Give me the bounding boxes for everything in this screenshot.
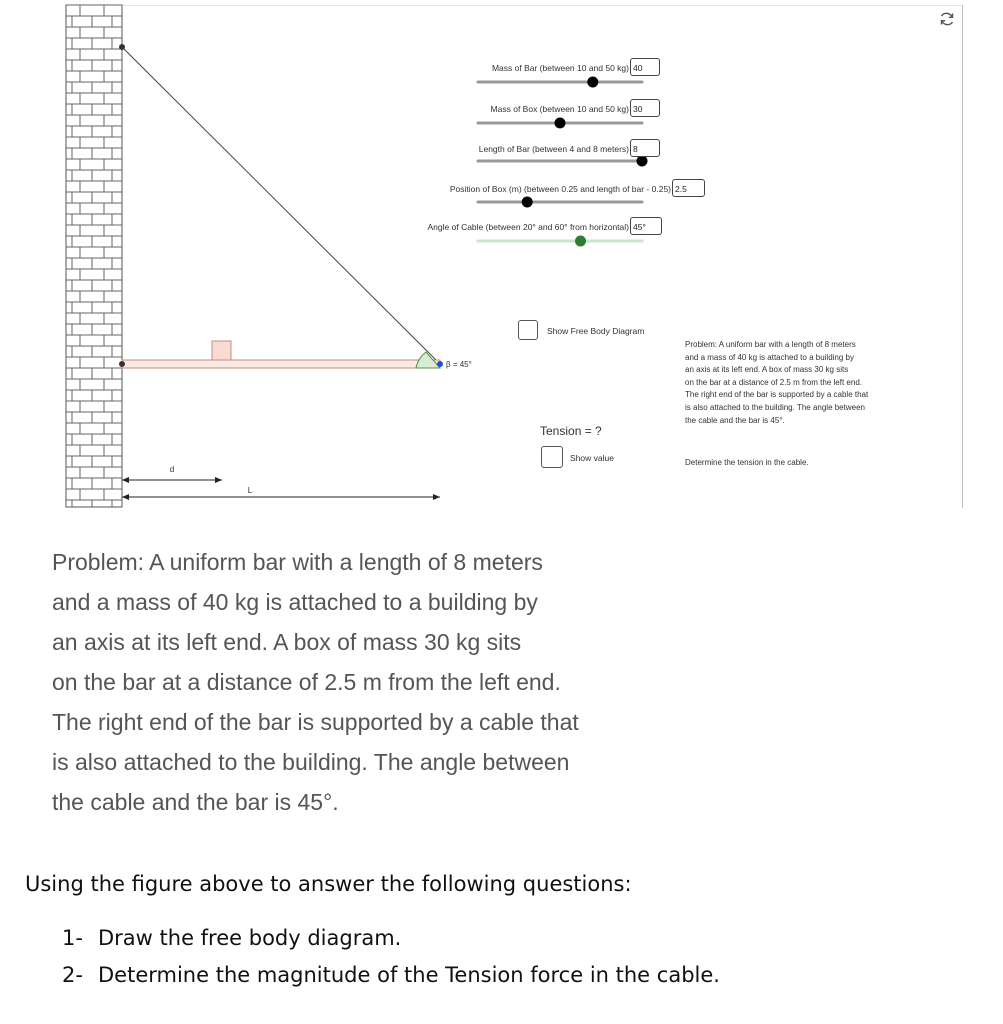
show-value-checkbox[interactable] bbox=[541, 446, 563, 468]
cable-angle-input[interactable]: 45° bbox=[630, 217, 662, 235]
tension-readout: Tension = ? bbox=[540, 424, 602, 438]
slider-knob[interactable] bbox=[637, 156, 648, 167]
problem-line: and a mass of 40 kg is attached to a building by bbox=[52, 589, 538, 615]
question-number: 1- bbox=[62, 926, 83, 950]
brick-wall bbox=[66, 5, 122, 507]
question-number: 2- bbox=[62, 963, 83, 987]
applet-problem-line: The right end of the bar is supported by a cable that bbox=[685, 390, 869, 400]
question-item bbox=[62, 963, 720, 1000]
problem-line: an axis at its left end. A box of mass 30 kg sits bbox=[52, 629, 522, 655]
length-L-label: L bbox=[247, 486, 253, 495]
uniform-bar bbox=[122, 360, 440, 368]
question-list bbox=[62, 926, 720, 1000]
show-value-label: Show value bbox=[570, 453, 614, 463]
applet-problem-line: Problem: A uniform bar with a length of 8 meters bbox=[685, 340, 856, 349]
question-text: Determine the magnitude of the Tension force in the cable. bbox=[98, 963, 720, 987]
refresh-icon[interactable] bbox=[938, 10, 956, 28]
applet-problem-line: is also attached to the building. The angle between bbox=[685, 402, 865, 412]
cable-anchor-point bbox=[119, 44, 125, 50]
problem-line: Problem: A uniform bar with a length of 8 meters bbox=[52, 549, 543, 575]
question-item bbox=[62, 926, 720, 963]
physics-applet bbox=[0, 0, 1003, 508]
mass-bar-input[interactable]: 40 bbox=[630, 58, 660, 76]
applet-problem-line: on the bar at a distance of 2.5 m from the left end. bbox=[685, 377, 862, 387]
question-text: Draw the free body diagram. bbox=[98, 926, 402, 950]
scene-canvas bbox=[0, 0, 1003, 508]
bar-length-input[interactable]: 8 bbox=[630, 139, 660, 157]
box-on-bar[interactable] bbox=[212, 341, 231, 360]
mass-box-label: Mass of Box (between 10 and 50 kg) bbox=[490, 104, 629, 114]
bar-length-label: Length of Bar (between 4 and 8 meters) bbox=[478, 144, 629, 154]
box-position-label: Position of Box (m) (between 0.25 and length of bar - 0.25) bbox=[449, 184, 671, 194]
box-position-input[interactable]: 2.5 bbox=[672, 179, 705, 197]
show-fbd-checkbox[interactable] bbox=[518, 320, 538, 340]
mass-box-input[interactable]: 30 bbox=[630, 99, 660, 117]
applet-problem-text bbox=[685, 339, 920, 427]
wall-outline bbox=[66, 5, 122, 507]
slider-knob[interactable] bbox=[555, 118, 566, 129]
applet-determine-text: Determine the tension in the cable. bbox=[685, 458, 809, 467]
slider-knob[interactable] bbox=[587, 77, 598, 88]
problem-line: the cable and the bar is 45°. bbox=[52, 789, 339, 815]
show-fbd-label: Show Free Body Diagram bbox=[547, 326, 645, 336]
mass-bar-label: Mass of Bar (between 10 and 50 kg) bbox=[491, 63, 629, 73]
slider-knob[interactable] bbox=[575, 236, 586, 247]
pivot-point bbox=[119, 361, 125, 367]
distance-d-label: d bbox=[169, 465, 175, 474]
applet-problem-line: the cable and the bar is 45°. bbox=[685, 415, 785, 425]
cable-line bbox=[122, 47, 440, 364]
problem-line: on the bar at a distance of 2.5 m from the left end. bbox=[52, 669, 561, 695]
cable-angle-label: Angle of Cable (between 20° and 60° from horizontal) bbox=[427, 222, 629, 232]
instructions-text: Using the figure above to answer the following questions: bbox=[25, 872, 632, 896]
applet-problem-line: and a mass of 40 kg is attached to a building by bbox=[685, 352, 854, 362]
angle-label: β = 45° bbox=[446, 360, 472, 369]
problem-statement bbox=[52, 542, 692, 822]
slider-knob[interactable] bbox=[522, 197, 533, 208]
bar-end-point[interactable] bbox=[437, 361, 443, 367]
applet-problem-line: an axis at its left end. A box of mass 30 kg sits bbox=[685, 365, 849, 375]
slider-tracks bbox=[478, 77, 648, 247]
problem-line: is also attached to the building. The angle between bbox=[52, 749, 570, 775]
problem-line: The right end of the bar is supported by a cable that bbox=[52, 709, 579, 735]
